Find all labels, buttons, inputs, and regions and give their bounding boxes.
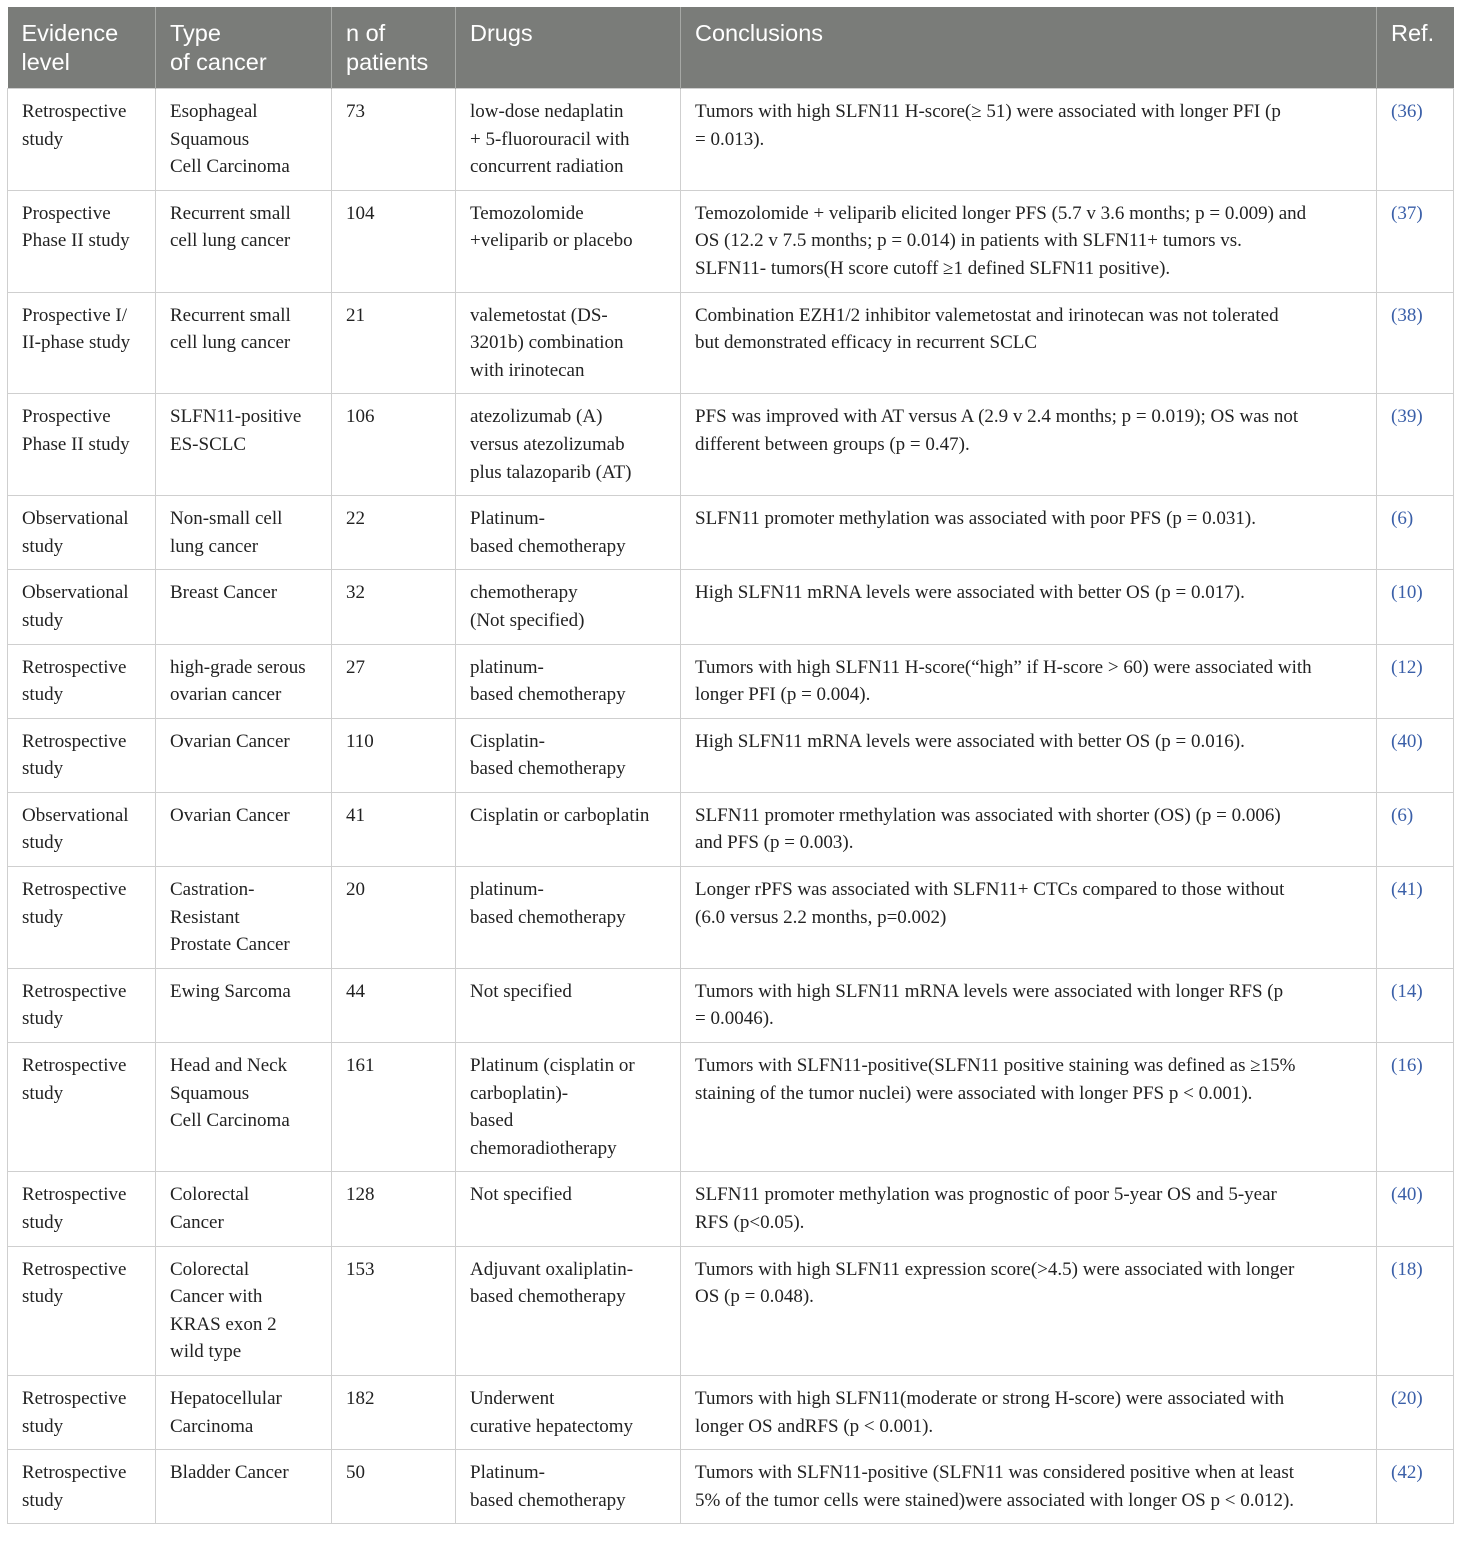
drugs-cell: Cisplatin- based chemotherapy [456,718,681,792]
table-row [8,1172,1454,1246]
drugs-cell: Platinum- based chemotherapy [456,496,681,570]
evidence-level-cell: Retrospective study [8,1246,156,1375]
table-row [8,496,1454,570]
reference-link[interactable]: (41) [1377,867,1454,969]
table-row [8,644,1454,718]
drugs-cell: Not specified [456,1172,681,1246]
drugs-cell: valemetostat (DS- 3201b) combination with irinotecan [456,292,681,394]
conclusion-cell: High SLFN11 mRNA levels were associated with better OS (p = 0.017). [681,570,1377,644]
evidence-level-cell: Retrospective study [8,718,156,792]
reference-link[interactable]: (14) [1377,968,1454,1042]
table-header [8,7,1454,89]
header-n-of-patients: n of patients [332,7,456,89]
conclusion-cell: Tumors with high SLFN11 mRNA levels were associated with longer RFS (p = 0.0046). [681,968,1377,1042]
reference-link[interactable]: (6) [1377,496,1454,570]
table-row [8,1246,1454,1375]
patient-count-cell: 153 [332,1246,456,1375]
drugs-cell: Adjuvant oxaliplatin- based chemotherapy [456,1246,681,1375]
reference-link[interactable]: (6) [1377,792,1454,866]
conclusion-cell: High SLFN11 mRNA levels were associated with better OS (p = 0.016). [681,718,1377,792]
drugs-cell: platinum- based chemotherapy [456,644,681,718]
header-drugs: Drugs [456,7,681,89]
cancer-type-cell: Colorectal Cancer [156,1172,332,1246]
table-row [8,1450,1454,1524]
cancer-type-cell: Ewing Sarcoma [156,968,332,1042]
reference-link[interactable]: (18) [1377,1246,1454,1375]
conclusion-cell: Tumors with SLFN11-positive (SLFN11 was considered positive when at least 5% of the tumor cells were stained)were associated with longer OS p < 0.012). [681,1450,1377,1524]
evidence-level-cell: Retrospective study [8,1375,156,1449]
patient-count-cell: 110 [332,718,456,792]
reference-link[interactable]: (16) [1377,1043,1454,1172]
drugs-cell: atezolizumab (A) versus atezolizumab plus talazoparib (AT) [456,394,681,496]
header-row [8,7,1454,89]
patient-count-cell: 73 [332,89,456,191]
cancer-type-cell: Colorectal Cancer with KRAS exon 2 wild type [156,1246,332,1375]
patient-count-cell: 20 [332,867,456,969]
evidence-table [7,7,1454,1524]
table-row [8,570,1454,644]
evidence-level-cell: Observational study [8,570,156,644]
reference-link[interactable]: (10) [1377,570,1454,644]
evidence-level-cell: Retrospective study [8,968,156,1042]
patient-count-cell: 128 [332,1172,456,1246]
cancer-type-cell: Breast Cancer [156,570,332,644]
evidence-table-container [7,7,1454,1524]
table-row [8,867,1454,969]
patient-count-cell: 22 [332,496,456,570]
table-row [8,968,1454,1042]
reference-link[interactable]: (12) [1377,644,1454,718]
conclusion-cell: PFS was improved with AT versus A (2.9 v 2.4 months; p = 0.019); OS was not different between groups (p = 0.47). [681,394,1377,496]
reference-link[interactable]: (20) [1377,1375,1454,1449]
evidence-level-cell: Observational study [8,496,156,570]
conclusion-cell: SLFN11 promoter methylation was associated with poor PFS (p = 0.031). [681,496,1377,570]
reference-link[interactable]: (39) [1377,394,1454,496]
evidence-level-cell: Retrospective study [8,1043,156,1172]
patient-count-cell: 44 [332,968,456,1042]
reference-link[interactable]: (36) [1377,89,1454,191]
reference-link[interactable]: (40) [1377,718,1454,792]
patient-count-cell: 27 [332,644,456,718]
evidence-level-cell: Retrospective study [8,89,156,191]
table-row [8,1043,1454,1172]
drugs-cell: Temozolomide +veliparib or placebo [456,190,681,292]
table-row [8,718,1454,792]
patient-count-cell: 106 [332,394,456,496]
cancer-type-cell: Head and Neck Squamous Cell Carcinoma [156,1043,332,1172]
cancer-type-cell: Recurrent small cell lung cancer [156,292,332,394]
patient-count-cell: 50 [332,1450,456,1524]
table-row [8,292,1454,394]
conclusion-cell: SLFN11 promoter rmethylation was associated with shorter (OS) (p = 0.006) and PFS (p = 0.003). [681,792,1377,866]
table-row [8,89,1454,191]
drugs-cell: low-dose nedaplatin + 5-fluorouracil with concurrent radiation [456,89,681,191]
header-conclusions: Conclusions [681,7,1377,89]
cancer-type-cell: Bladder Cancer [156,1450,332,1524]
evidence-level-cell: Retrospective study [8,644,156,718]
evidence-level-cell: Observational study [8,792,156,866]
evidence-level-cell: Retrospective study [8,867,156,969]
cancer-type-cell: SLFN11-positive ES-SCLC [156,394,332,496]
conclusion-cell: Combination EZH1/2 inhibitor valemetostat and irinotecan was not tolerated but demonstrated efficacy in recurrent SCLC [681,292,1377,394]
patient-count-cell: 182 [332,1375,456,1449]
cancer-type-cell: Non-small cell lung cancer [156,496,332,570]
evidence-level-cell: Prospective I/ II-phase study [8,292,156,394]
header-ref: Ref. [1377,7,1454,89]
table-row [8,190,1454,292]
table-body [8,89,1454,1524]
reference-link[interactable]: (40) [1377,1172,1454,1246]
reference-link[interactable]: (37) [1377,190,1454,292]
cancer-type-cell: Recurrent small cell lung cancer [156,190,332,292]
evidence-level-cell: Prospective Phase II study [8,190,156,292]
patient-count-cell: 161 [332,1043,456,1172]
table-row [8,394,1454,496]
drugs-cell: Underwent curative hepatectomy [456,1375,681,1449]
drugs-cell: Cisplatin or carboplatin [456,792,681,866]
conclusion-cell: Tumors with high SLFN11 H-score(“high” if H-score > 60) were associated with longer PFI (p = 0.004). [681,644,1377,718]
cancer-type-cell: Ovarian Cancer [156,792,332,866]
conclusion-cell: Longer rPFS was associated with SLFN11+ CTCs compared to those without (6.0 versus 2.2 months, p=0.002) [681,867,1377,969]
evidence-level-cell: Retrospective study [8,1450,156,1524]
reference-link[interactable]: (42) [1377,1450,1454,1524]
drugs-cell: Not specified [456,968,681,1042]
cancer-type-cell: high-grade serous ovarian cancer [156,644,332,718]
drugs-cell: Platinum (cisplatin or carboplatin)- based chemoradiotherapy [456,1043,681,1172]
cancer-type-cell: Hepatocellular Carcinoma [156,1375,332,1449]
conclusion-cell: Tumors with high SLFN11(moderate or strong H-score) were associated with longer OS andRFS (p < 0.001). [681,1375,1377,1449]
conclusion-cell: SLFN11 promoter methylation was prognostic of poor 5-year OS and 5-year RFS (p<0.05). [681,1172,1377,1246]
cancer-type-cell: Esophageal Squamous Cell Carcinoma [156,89,332,191]
conclusion-cell: Tumors with high SLFN11 expression score(>4.5) were associated with longer OS (p = 0.048). [681,1246,1377,1375]
reference-link[interactable]: (38) [1377,292,1454,394]
conclusion-cell: Tumors with SLFN11-positive(SLFN11 positive staining was defined as ≥15% staining of the tumor nuclei) were associated with longer PFS p < 0.001). [681,1043,1377,1172]
header-evidence-level: Evidence level [8,7,156,89]
patient-count-cell: 21 [332,292,456,394]
conclusion-cell: Temozolomide + veliparib elicited longer PFS (5.7 v 3.6 months; p = 0.009) and OS (12.2 v 7.5 months; p = 0.014) in patients with SLFN11+ tumors vs. SLFN11- tumors(H score cutoff ≥1 defined SLFN11 positive). [681,190,1377,292]
drugs-cell: chemotherapy (Not specified) [456,570,681,644]
table-row [8,792,1454,866]
evidence-level-cell: Prospective Phase II study [8,394,156,496]
conclusion-cell: Tumors with high SLFN11 H-score(≥ 51) were associated with longer PFI (p = 0.013). [681,89,1377,191]
cancer-type-cell: Castration- Resistant Prostate Cancer [156,867,332,969]
evidence-level-cell: Retrospective study [8,1172,156,1246]
patient-count-cell: 41 [332,792,456,866]
table-row [8,1375,1454,1449]
patient-count-cell: 32 [332,570,456,644]
drugs-cell: platinum- based chemotherapy [456,867,681,969]
patient-count-cell: 104 [332,190,456,292]
cancer-type-cell: Ovarian Cancer [156,718,332,792]
drugs-cell: Platinum- based chemotherapy [456,1450,681,1524]
header-type-of-cancer: Type of cancer [156,7,332,89]
